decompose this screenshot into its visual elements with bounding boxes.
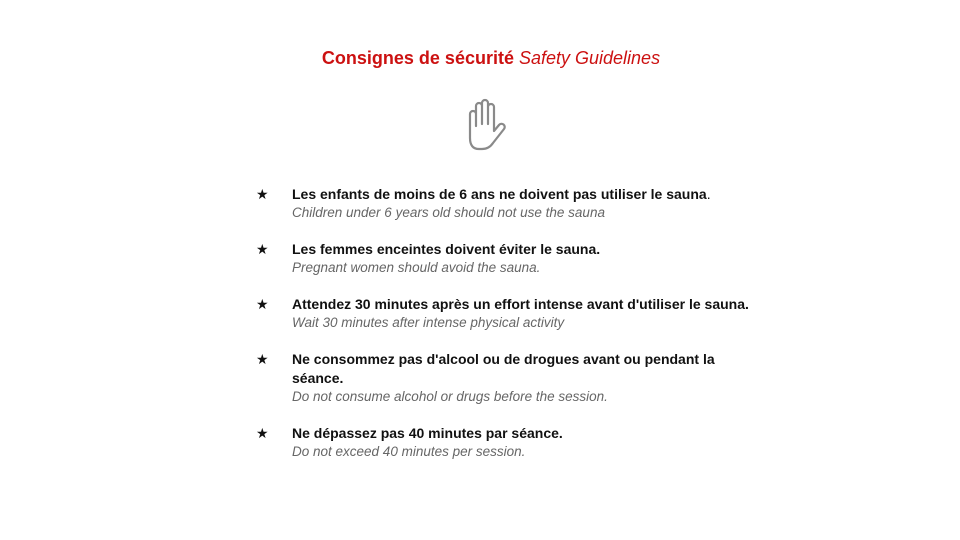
raised-hand-icon: [462, 98, 512, 154]
list-item: [252, 295, 752, 332]
guideline-english: Wait 30 minutes after intense physical activity: [292, 315, 565, 330]
guideline-french: Attendez 30 minutes après un effort intense avant d'utiliser le sauna.: [292, 296, 749, 312]
list-item: [252, 424, 752, 461]
star-bullet-icon: ★: [256, 425, 269, 441]
title-french: Consignes de sécurité: [321, 48, 514, 68]
guidelines-list: [252, 185, 752, 479]
title-english: Safety Guidelines: [518, 48, 661, 68]
star-bullet-icon: ★: [256, 351, 269, 367]
guideline-french: Les enfants de moins de 6 ans ne doivent pas utiliser le sauna.: [292, 186, 711, 202]
guideline-english: Do not consume alcohol or drugs before the session.: [292, 389, 608, 404]
guideline-english: Pregnant women should avoid the sauna.: [292, 260, 541, 275]
list-item: [252, 240, 752, 277]
guideline-english: Do not exceed 40 minutes per session.: [292, 444, 526, 459]
guideline-english: Children under 6 years old should not use the sauna: [292, 205, 605, 220]
star-bullet-icon: ★: [256, 296, 269, 312]
page-title: [0, 46, 960, 70]
guideline-french: Ne dépassez pas 40 minutes par séance.: [292, 425, 563, 441]
guideline-french: Les femmes enceintes doivent éviter le sauna.: [292, 241, 601, 257]
star-bullet-icon: ★: [256, 241, 269, 257]
guideline-french: Ne consommez pas d'alcool ou de drogues avant ou pendant la séance.: [292, 351, 715, 386]
list-item: [252, 185, 752, 222]
star-bullet-icon: ★: [256, 186, 269, 202]
list-item: [252, 350, 752, 406]
